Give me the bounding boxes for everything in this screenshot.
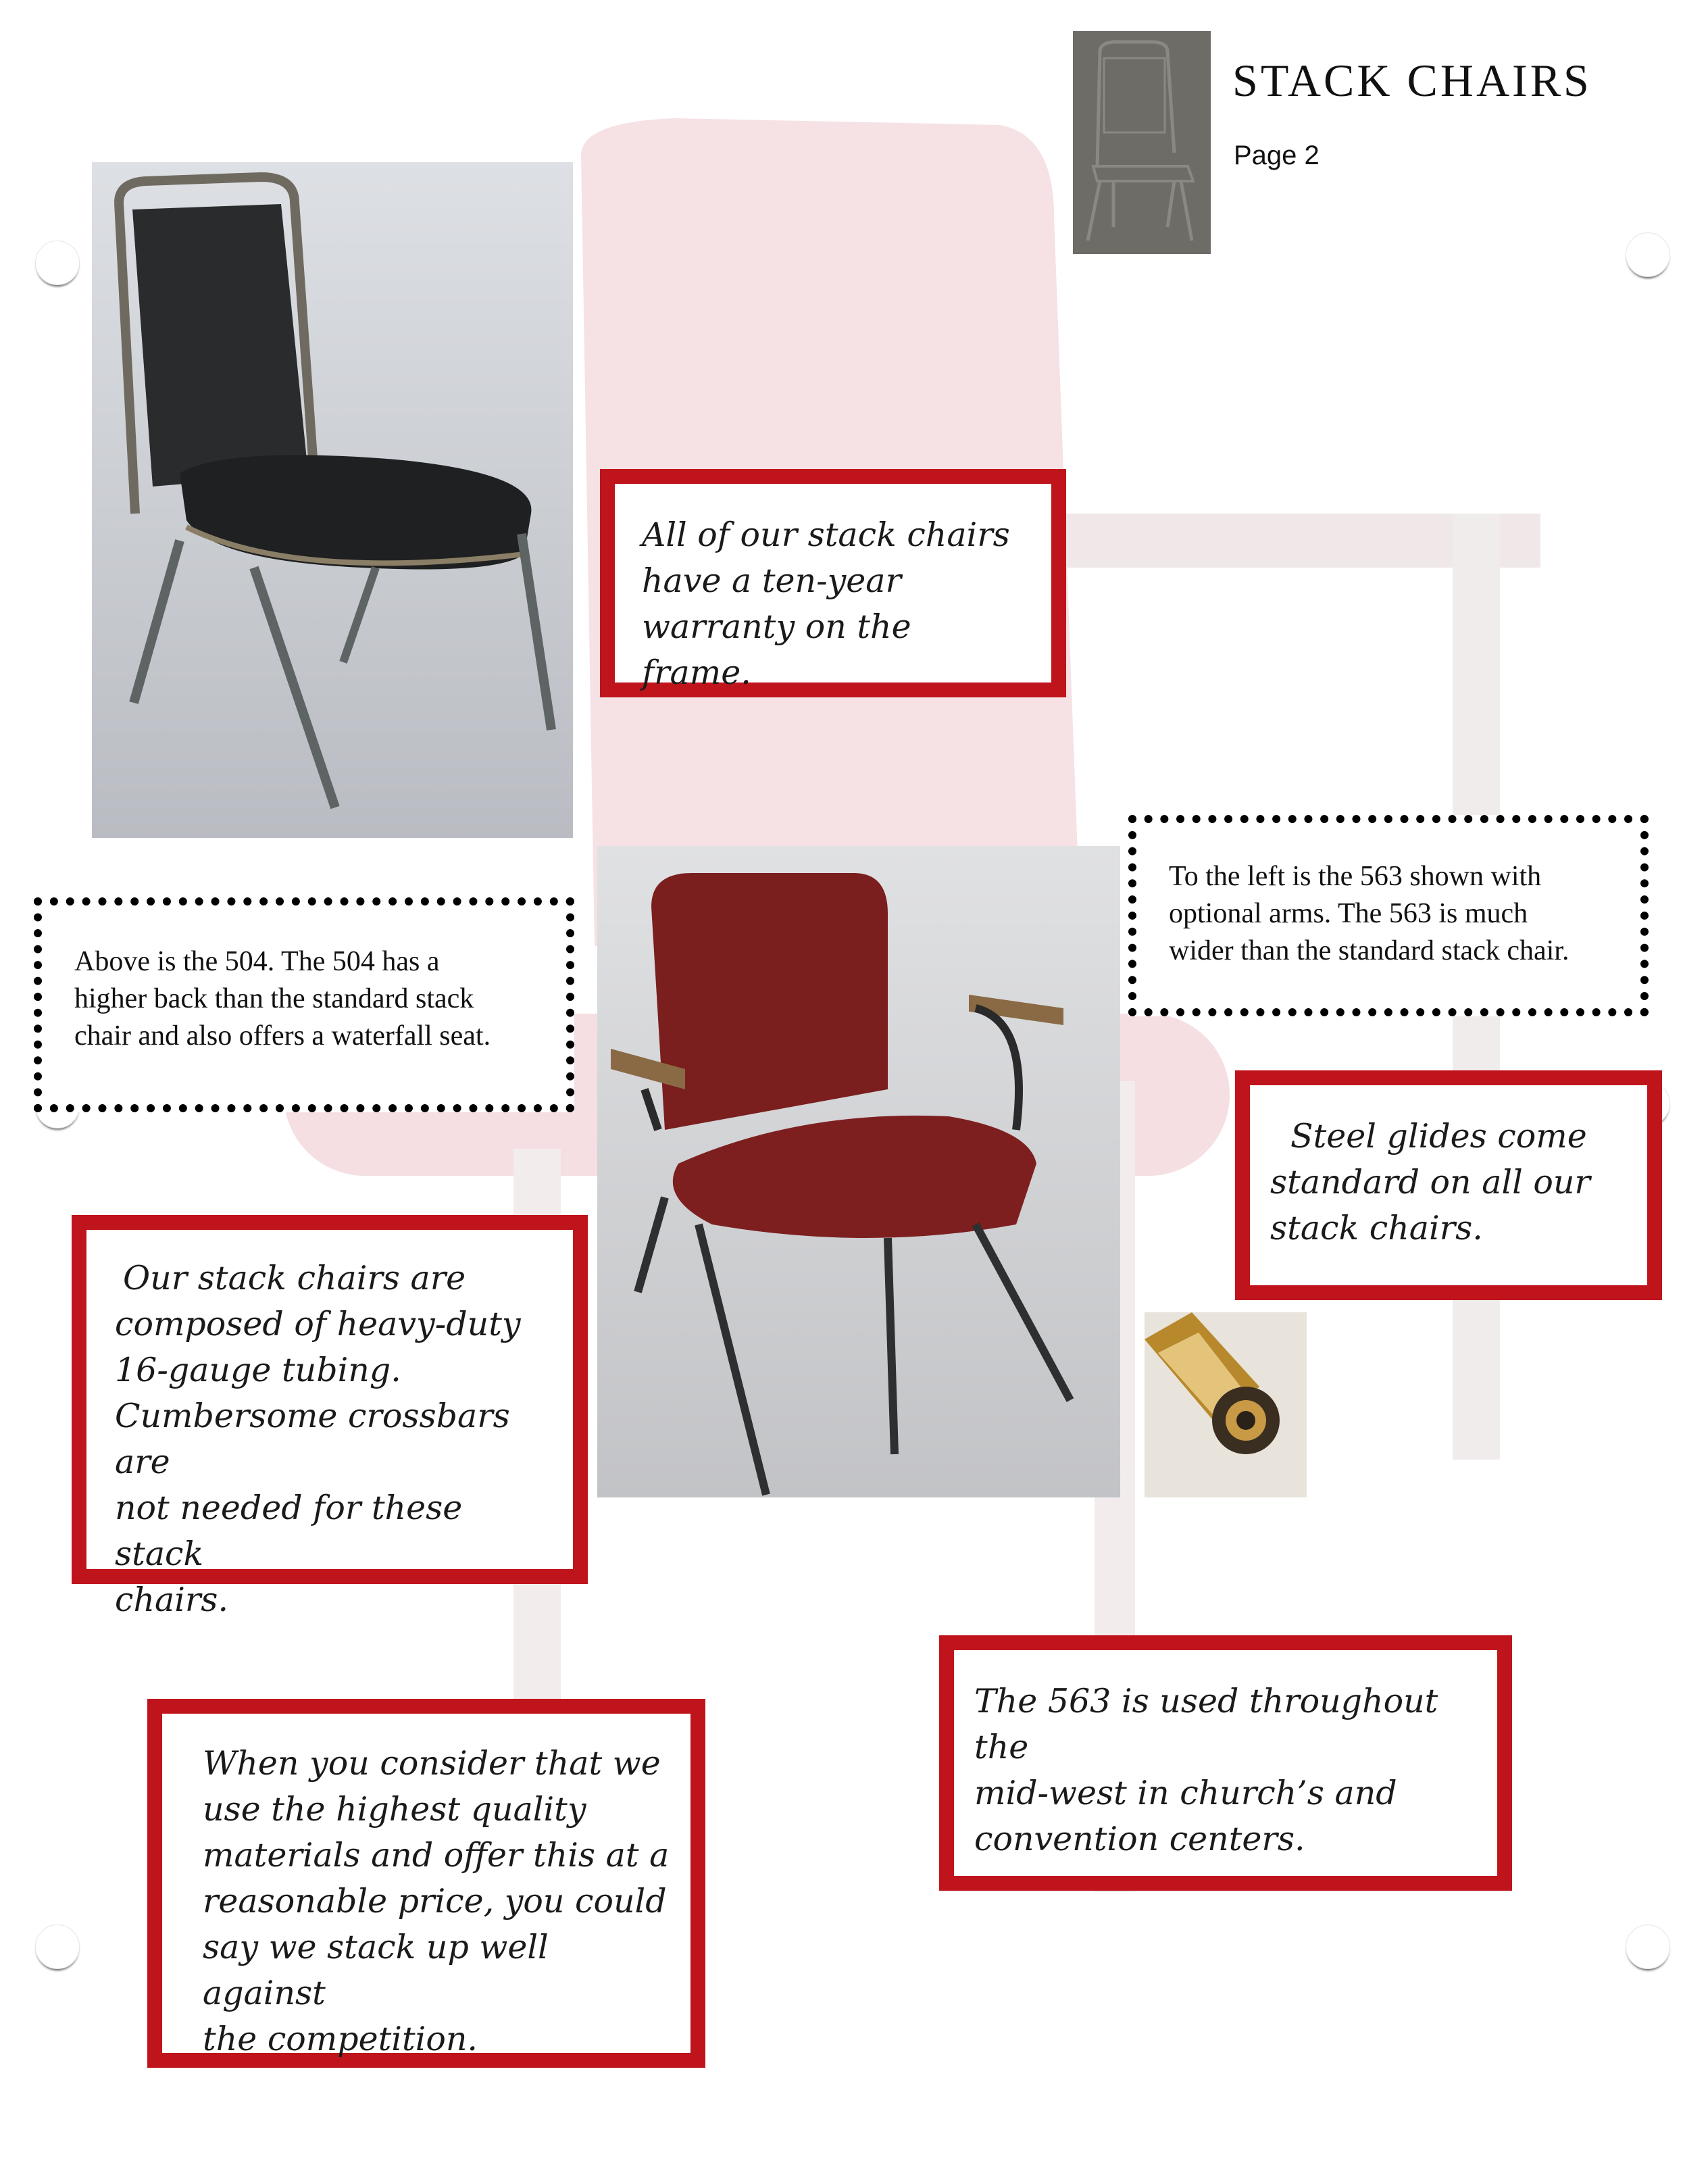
binder-hole [1626,232,1670,277]
binder-hole [35,241,80,285]
stack-chair-504-photo [92,162,573,838]
chair-563-description: To the left is the 563 shown with optional arms. The 563 is much wider than the standard stack chair. [1128,815,1649,1016]
binder-hole [35,1925,80,1969]
binder-hole [1626,1925,1670,1969]
midwest-callout: The 563 is used throughout the mid-west in church’s and convention centers. [939,1635,1512,1891]
stack-chair-563-arms-photo [597,846,1120,1497]
tubing-callout: Our stack chairs are composed of heavy-duty 16-gauge tubing. Cumbersome crossbars are not needed for these stack chairs. [72,1215,588,1584]
warranty-callout: All of our stack chairs have a ten-year warranty on the frame. [600,469,1066,697]
page-title: STACK CHAIRS [1232,55,1592,106]
chair-504-description: Above is the 504. The 504 has a higher back than the standard stack chair and also offers a waterfall seat. [34,897,574,1112]
page-number: Page 2 [1234,141,1320,170]
chair-outline-icon [1073,31,1211,254]
steel-glide-closeup-photo [1145,1312,1307,1497]
value-callout: When you consider that we use the highest quality materials and offer this at a reasonable price, you could say we stack up well against the competition. [147,1699,705,2068]
glides-callout: Steel glides come standard on all our stack chairs. [1235,1070,1662,1300]
